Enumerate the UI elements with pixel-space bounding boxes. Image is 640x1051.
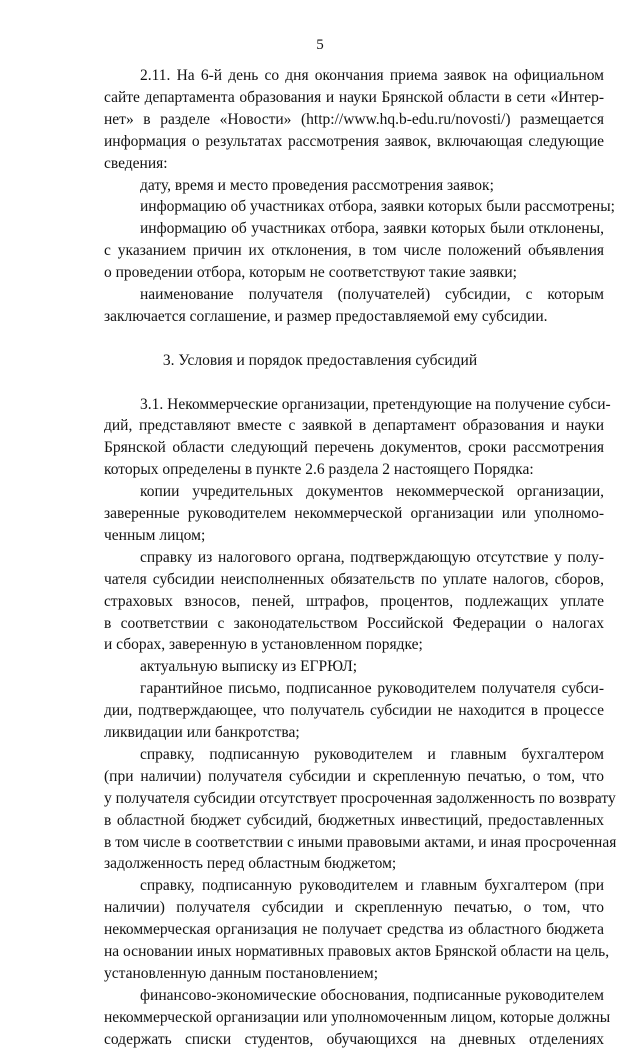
text-line: 3.1. Некоммерческие организации, претендующие на получение субси- (140, 395, 611, 413)
page-number: 5 (316, 37, 324, 53)
text-line: дий, представляют вместе с заявкой в департамент образования и науки (104, 417, 604, 435)
text-line: дату, время и место проведения рассмотрения заявок; (140, 176, 494, 194)
text-line: страховых взносов, пеней, штрафов, процентов, подлежащих уплате (104, 592, 604, 610)
text-line: сведения: (104, 154, 168, 172)
text-line: информация о результатах рассмотрения заявок, включающая следующие (104, 132, 604, 150)
text-line: (при наличии) получателя субсидии и скрепленную печатью, о том, что (104, 767, 604, 785)
text-line: наличии) получателя субсидии и скрепленную печатью, о том, что (104, 899, 604, 917)
text-line: финансово-экономические обоснования, подписанные руководителем (140, 986, 604, 1004)
text-line: у получателя субсидии отсутствует просроченная задолженность по возврату (104, 789, 616, 807)
text-line: задолженность перед областным бюджетом; (104, 855, 397, 873)
text-line: некоммерческая организация не получает средства из областного бюджета (104, 921, 604, 939)
text-line: сайте департамента образования и науки Брянской области в сети «Интер- (104, 88, 604, 106)
text-line: дии, подтверждающее, что получатель субсидии не находится в процессе (104, 702, 604, 720)
text-line: заверенные руководителем некоммерческой организации или уполномо- (104, 505, 604, 522)
text-line: о проведении отбора, которым не соответствуют такие заявки; (104, 264, 517, 282)
text-line: 2.11. На 6-й день со дня окончания приема заявок на официальном (140, 67, 604, 84)
text-line: которых определены в пункте 2.6 раздела 2 настоящего Порядка: (104, 461, 534, 479)
text-line: и сборах, заверенную в установленном порядке; (104, 636, 423, 654)
section-heading: 3. Условия и порядок предоставления субсидий (162, 351, 478, 369)
text-line: нет» в разделе «Новости» (http://www.hq.b-edu.ru/novosti/) размещается (104, 110, 604, 128)
text-line: с указанием причин их отклонения, в том числе положений объявления (104, 242, 604, 260)
text-line: наименование получателя (получателей) субсидии, с которым (140, 286, 604, 303)
text-line: некоммерческой организации или уполномоченным лицом, которые должны (104, 1008, 611, 1026)
text-line: в том числе в соответствии с иными правовыми актами, и иная просроченная (104, 833, 617, 851)
text-line: справку, подписанную руководителем и главным бухгалтером (при (140, 877, 604, 895)
text-line: в областной бюджет субсидий, бюджетных инвестиций, предоставленных (104, 811, 604, 829)
text-line: ликвидации или банкротства; (104, 724, 300, 741)
text-line: в соответствии с законодательством Российской Федерации о налогах (104, 614, 604, 632)
text-line: информацию об участниках отбора, заявки которых были отклонены, (140, 220, 604, 238)
text-line: информацию об участниках отбора, заявки которых были рассмотрены; (140, 198, 615, 216)
text-line: актуальную выписку из ЕГРЮЛ; (140, 658, 358, 676)
text-line: ченным лицом; (104, 526, 206, 544)
text-line: на основании иных нормативных правовых актов Брянской области на цель, (104, 943, 610, 960)
text-line: гарантийное письмо, подписанное руководителем получателя субси- (140, 680, 604, 698)
text-line: чателя субсидии неисполненных обязательств по уплате налогов, сборов, (104, 570, 604, 588)
text-line: справку, подписанную руководителем и главным бухгалтером (140, 745, 604, 763)
text-line: содержать списки студентов, обучающихся на дневных отделениях (104, 1030, 604, 1048)
text-line: копии учредительных документов некоммерческой организации, (140, 483, 604, 501)
text-line: справку из налогового органа, подтверждающую отсутствие у полу- (140, 548, 604, 566)
text-line: Брянской области следующий перечень документов, сроки рассмотрения (104, 439, 604, 457)
text-line: заключается соглашение, и размер предоставляемой ему субсидии. (104, 307, 548, 325)
text-line: установленную данным постановлением; (104, 964, 379, 982)
